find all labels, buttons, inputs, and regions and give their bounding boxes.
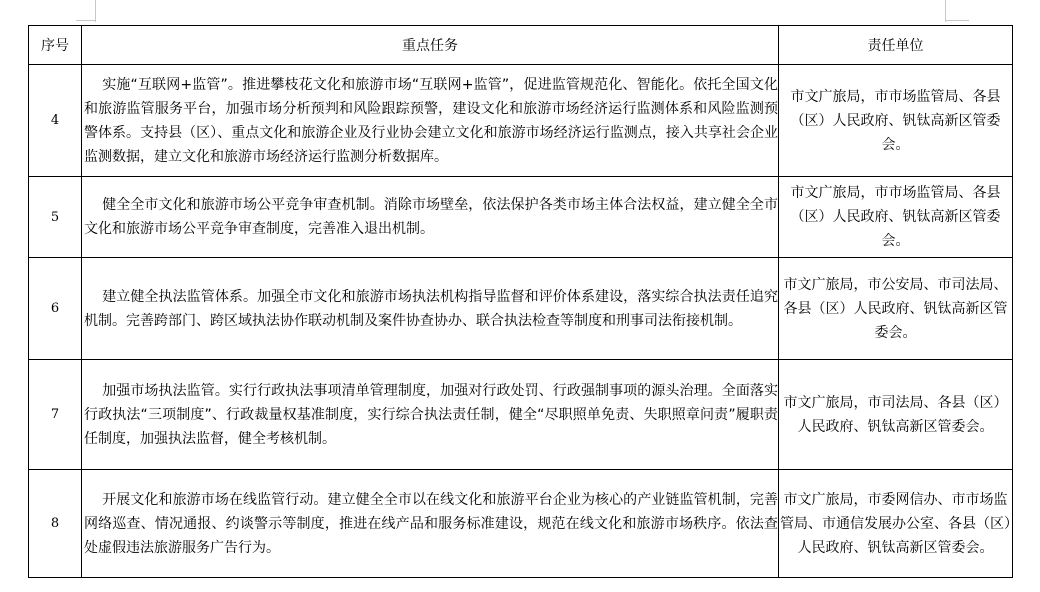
row-serial-number: 6: [29, 258, 82, 360]
row-responsible-unit: 市文广旅局，市市场监管局、各县（区）人民政府、钒钛高新区管委会。: [779, 65, 1013, 177]
row-serial-number: 8: [29, 470, 82, 578]
page-margin-guide-left-horizontal: [76, 20, 95, 21]
row-key-task: 建立健全执法监管体系。加强全市文化和旅游市场执法机构指导监督和评价体系建设，落实综合执法责任追究机制。完善跨部门、跨区域执法协作联动机制及案件协查协办、联合执法检查等制度和刑事司法衔接机制。: [82, 258, 779, 360]
row-key-task: 健全全市文化和旅游市场公平竞争审查机制。消除市场壁垒，依法保护各类市场主体合法权益，建立健全全市文化和旅游市场公平竞争审查制度，完善准入退出机制。: [82, 177, 779, 258]
row-serial-number: 4: [29, 65, 82, 177]
row-serial-number: 5: [29, 177, 82, 258]
table-row: [29, 65, 1013, 177]
row-key-task: 加强市场执法监管。实行行政执法事项清单管理制度，加强对行政处罚、行政强制事项的源头治理。全面落实行政执法“三项制度”、行政裁量权基准制度，实行综合执法责任制，健全“尽职照单免责、失职照章问责”履职责任制度，加强执法监督，健全考核机制。: [82, 360, 779, 470]
row-key-task: 开展文化和旅游市场在线监管行动。建立健全全市以在线文化和旅游平台企业为核心的产业链监管机制，完善网络巡查、情况通报、约谈警示等制度，推进在线产品和服务标准建设，规范在线文化和旅游市场秩序。依法查处虚假违法旅游服务广告行为。: [82, 470, 779, 578]
table-row: [29, 258, 1013, 360]
header-serial-number: 序号: [29, 26, 82, 65]
table-header-row: [29, 26, 1013, 65]
row-responsible-unit: 市文广旅局，市委网信办、市市场监管局、市通信发展办公室、各县（区）人民政府、钒钛高新区管委会。: [779, 470, 1013, 578]
header-responsible-unit: 责任单位: [779, 26, 1013, 65]
table-row: [29, 470, 1013, 578]
page-margin-guide-right-horizontal: [945, 20, 969, 21]
table-row: [29, 360, 1013, 470]
row-responsible-unit: 市文广旅局，市市场监管局、各县（区）人民政府、钒钛高新区管委会。: [779, 177, 1013, 258]
row-responsible-unit: 市文广旅局，市公安局、市司法局、各县（区）人民政府、钒钛高新区管委会。: [779, 258, 1013, 360]
header-key-task: 重点任务: [82, 26, 779, 65]
table-row: [29, 177, 1013, 258]
row-responsible-unit: 市文广旅局，市司法局、各县（区）人民政府、钒钛高新区管委会。: [779, 360, 1013, 470]
page-margin-guide-left: [95, 0, 96, 22]
key-tasks-table: [28, 25, 1013, 578]
page-margin-guide-right: [945, 0, 946, 22]
row-serial-number: 7: [29, 360, 82, 470]
row-key-task: 实施“互联网+监管”。推进攀枝花文化和旅游市场“互联网+监管”，促进监管规范化、智能化。依托全国文化和旅游监管服务平台，加强市场分析预判和风险跟踪预警，建设文化和旅游市场经济运行监测体系和风险监测预警体系。支持县（区）、重点文化和旅游企业及行业协会建立文化和旅游市场经济运行监测点，接入共享社会企业监测数据，建立文化和旅游市场经济运行监测分析数据库。: [82, 65, 779, 177]
